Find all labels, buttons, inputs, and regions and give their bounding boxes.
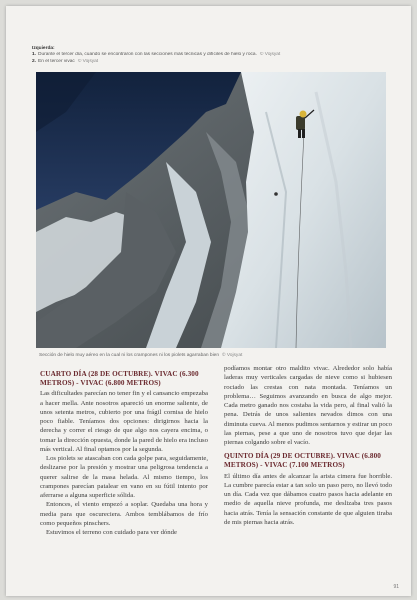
article-column-left [40,370,208,537]
page-number: 91 [393,584,399,590]
photo-caption [39,353,379,358]
caption-number-1: 1. [32,52,37,58]
caption-credit-2: © Vojsyat [77,58,99,64]
paragraph: El último día antes de alcanzar la arista cimera fue horrible. La cumbre parecía estar a tan solo un paso pero, no llevó todo un día. Cada vez que dábamos cuatro pasos hacia adelante en medio de aquella nieve profunda, me deslizaba tres pasos hacia atrás. Tenía la sensación constante de que alguien tiraba de mis piernas hacia atrás. [224,472,392,526]
paragraph: podíamos montar otro maldito vivac. Alrededor solo había laderas muy verticales cargadas de nieve como si hubiesen rociado las crestas con nata montada. Teníamos un problema… Seguimos avanzando en busca de algo mejor. Cada metro ganado nos costaba la vida pero, al final valió la pena. Detrás de unos salientes nevados dimos con una diminuta cueva. Al menos pudimos sentarnos y estirar un poco las piernas, pese a que uno de nosotros tuvo que dejar las piernas colgando sobre el vacío. [224,365,392,446]
paragraph: Los piolets se atascaban con cada golpe para, seguidamente, deslizarse por la presión y mostrar una peligrosa tendencia a querer salirse de la masa helada. Al mismo tiempo, los crampones parecían patalear en vano en su fútil intento por aferrarse a alguna superficie sólida. [40,455,208,500]
caption-credit-1: © Vojsyat [259,52,281,58]
magazine-page [6,6,411,596]
section-heading-day-4: CUARTO DÍA (28 DE OCTUBRE). VIVAC (6.300 METROS) - VIVAC (6.800 METROS) [40,370,199,387]
caption-line-2 [32,59,392,65]
ice-wall-photo [36,72,386,348]
caption-number-2: 2. [32,58,37,64]
article-column-right [224,364,392,527]
paragraph: Estuvimos el terreno con cuidado para ver dónde [46,529,177,537]
photo-caption-credit: © Vojsyat [222,353,243,358]
paragraph: Entonces, el viento empezó a soplar. Quedaba una hora y media para que oscureciera. Ambos temblábamos de frío como pequeños pinschers. [40,501,208,527]
section-heading-day-5: QUINTO DÍA (29 DE OCTUBRE). VIVAC (6.800 METROS) - VIVAC (7.100 METROS) [224,452,381,469]
photo-caption-text: Sección de hielo muy aéreo en la cual ni los crampones ni los piolets agarraban bien [39,353,219,358]
caption-text-2: En el tercer vivac [38,58,75,64]
photo-captions [32,46,392,65]
caption-text-1: Durante el tercer día, cuando se encontraron con las secciones más técnicas y difíciles de hielo y roca. [38,52,257,58]
paragraph: Las dificultades parecían no tener fin y el cansancio empezaba a hacer mella. Ante nosotros apareció un enorme saliente, de unos setenta metros, cubierto por una frágil cornisa de hielo poco fiable. Teníamos dos opciones: dirigirnos hacia la derecha y correr el riesgo de que algo nos cayera encima, o tomar la dirección opuesta, donde la pared de hielo era incluso más vertical. Al final optamos por la segunda. [40,390,208,453]
ice-wall-illustration [36,72,386,348]
captions-title: Izquierda: [32,46,55,51]
